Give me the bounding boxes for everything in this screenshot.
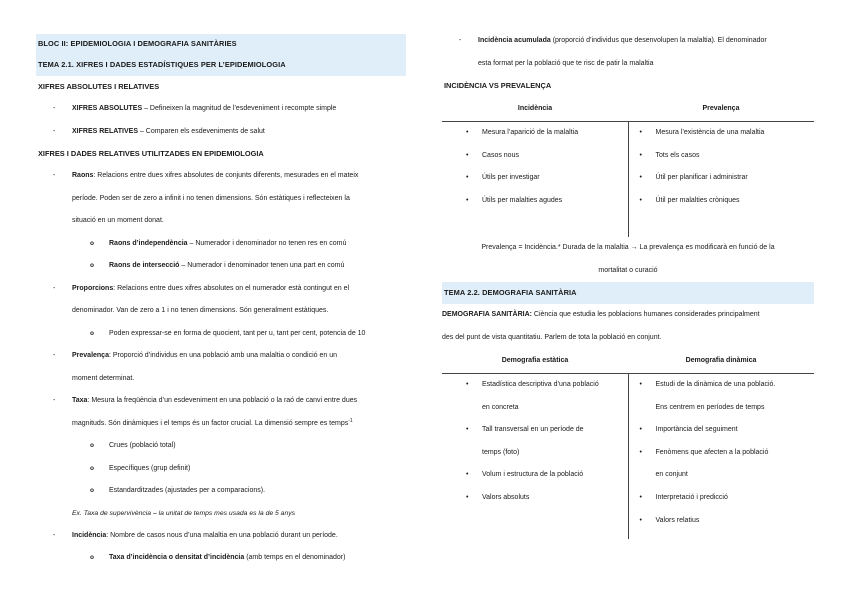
table-header: Demografia dinàmica — [685, 357, 757, 364]
definition: (amb temps en el denominador) — [244, 554, 346, 561]
circle-marker: o — [90, 329, 94, 337]
right-column — [442, 30, 814, 539]
table-column — [442, 374, 629, 539]
continuation-line: situació en un moment donat. — [72, 217, 164, 224]
table-cell: • Volum i estructura de la població — [442, 464, 628, 487]
term: XIFRES ABSOLUTES — [72, 105, 143, 112]
dash-marker: - — [53, 397, 56, 404]
block-title: BLOC II: EPIDEMIOLOGIA I DEMOGRAFIA SANITÀRIES — [36, 34, 406, 54]
circle-marker: o — [90, 487, 94, 494]
bullet-icon: • — [466, 493, 469, 501]
bullet-icon: • — [466, 426, 469, 434]
bullet-icon: • — [466, 196, 469, 204]
bullet-icon: • — [639, 426, 642, 434]
section-heading-absolute-relative: XIFRES ABSOLUTES I RELATIVES — [38, 82, 160, 91]
circle-marker: o — [90, 442, 94, 449]
definition: – Numerador i denominador tenen una part en comú — [179, 262, 345, 269]
list-item-prevalenca — [36, 345, 406, 368]
sub-item — [36, 547, 406, 570]
continuation-line: moment determinat. — [72, 374, 135, 382]
table-cell: • Útils per investigar — [442, 167, 628, 190]
bullet-icon: • — [639, 493, 642, 501]
superscript: -1 — [348, 417, 353, 424]
circle-marker: o — [90, 554, 94, 561]
section-heading-vs: INCIDÈNCIA VS PREVALENÇA — [444, 81, 552, 90]
table-cell: • Casos nous — [442, 145, 628, 168]
definition: : Relacions entre dues xifres absolutes on el numerador està contingut en el — [113, 284, 350, 292]
continuation-line: des del punt de vista quantitatiu. Parlem de tota la població en conjunt. — [442, 333, 662, 341]
term: Taxa — [72, 397, 88, 404]
table-cell: • Tall transversal en un període de temps (foto) — [442, 419, 628, 464]
bullet-icon: • — [639, 151, 642, 159]
list-item-raons — [36, 165, 406, 188]
table-cell: • Útil per planificar i administrar — [629, 167, 815, 190]
definition: – Comparen els esdeveniments de salut — [138, 127, 265, 135]
term: Raons d’independència — [109, 239, 188, 247]
term: Taxa d’incidència o densitat d’incidència — [109, 554, 245, 561]
dash-marker: - — [53, 531, 56, 539]
table-header-row — [442, 349, 814, 374]
term: DEMOGRAFIA SANITÀRIA: — [442, 311, 532, 318]
list-item-proporcions — [36, 278, 406, 301]
sub-item: o Crues (població total) — [36, 435, 406, 458]
table-cell: • Fenòmens que afecten a la població en conjunt — [629, 442, 815, 487]
continuation-line: magnituds. Són dinàmiques i el temps és un factor crucial. La dimensió sempre es temps$^{-1}$ — [72, 417, 353, 427]
table-cell: • Valors absoluts — [442, 487, 628, 510]
bullet-icon: • — [639, 448, 642, 456]
list-item-incidencia — [36, 525, 406, 548]
bullet-icon: • — [639, 516, 642, 524]
left-column — [36, 30, 406, 570]
continuation-line: període. Poden ser de zero a infinit i no tenen dimensions. Són estàtiques i reflecteixen la — [72, 194, 350, 202]
definition: : Relacions entre dues xifres absolutes de conjunts diferents, mesurades en el mateix — [93, 172, 359, 179]
table-cell: • Mesura l’aparició de la malaltia — [442, 122, 628, 145]
list-item-incidencia-acumulada — [442, 30, 814, 53]
term: Incidència — [72, 531, 107, 539]
list-item — [36, 98, 406, 121]
table-column — [629, 374, 815, 539]
table-column — [629, 122, 815, 237]
term: Incidència acumulada — [478, 37, 551, 44]
definition: – Defineixen la magnitud de l’esdeveniment i recompte simple — [142, 105, 337, 112]
continuation-line: denominador. Van de zero a 1 i no tenen dimensions. Són generalment estàtiques. — [72, 307, 329, 314]
dash-marker: - — [459, 37, 462, 44]
formula-line: Prevalença = Incidència.* Durada de la malaltia → La prevalença es modificarà en funció de la — [481, 244, 775, 251]
table-header: Incidència — [517, 105, 553, 112]
comparison-table-demography — [442, 349, 814, 539]
term: Raons de intersecció — [109, 262, 180, 269]
bullet-icon: • — [639, 196, 642, 204]
sub-item: o Específiques (grup definit) — [36, 458, 406, 481]
list-item-taxa — [36, 390, 406, 413]
dash-marker: - — [53, 284, 56, 292]
example-note: Ex. Taxa de supervivència – la unitat de temps mes usada es la de 5 anys — [72, 509, 296, 517]
table-cell: • Útils per malalties agudes — [442, 190, 628, 213]
definition: – Numerador i denominador no tenen res en comú — [187, 239, 347, 247]
term: Raons — [72, 172, 94, 179]
sub-item — [36, 233, 406, 256]
bullet-icon: • — [466, 471, 469, 479]
circle-marker: o — [90, 239, 94, 247]
definition: : Nombre de casos nous d’una malaltia en una població durant un període. — [106, 531, 338, 539]
bullet-icon: • — [466, 174, 469, 182]
topic-title-demografia: TEMA 2.2. DEMOGRAFIA SANITÀRIA — [442, 282, 814, 304]
definition: Poden expressar-se en forma de quocient, tant per u, tant per cent, potencia de 10 — [109, 329, 366, 337]
table-body — [442, 374, 814, 539]
term: Prevalença — [72, 352, 109, 359]
formula-line: mortalitat o curació — [598, 266, 658, 274]
bullet-icon: • — [466, 151, 469, 159]
continuation-line: esta format per la població que te risc de patir la malaltia — [478, 59, 654, 67]
table-column — [442, 122, 629, 237]
bullet-icon: • — [639, 129, 642, 136]
definition: : Proporció d’individus en una població amb una malaltia o condició en un — [108, 352, 338, 359]
definition-paragraph: DEMOGRAFIA SANITÀRIA: Ciència que estudia les poblacions humanes considerades principalment — [442, 311, 760, 318]
table-cell: • Tots els casos — [629, 145, 815, 168]
table-cell: • Estudi de la dinàmica de una població. Ens centrem en períodes de temps — [629, 374, 815, 419]
sub-item: o Estandarditzades (ajustades per a comparacions). — [36, 480, 406, 503]
term: Proporcions — [72, 284, 114, 292]
table-cell: • Valors relatius — [629, 510, 815, 533]
table-cell: • Interpretació i predicció — [629, 487, 815, 510]
table-cell: • Estadística descriptiva d’una població en concreta — [442, 374, 628, 419]
bullet-icon: • — [466, 381, 469, 388]
table-cell: • Mesura l’existència de una malaltia — [629, 122, 815, 145]
bullet-icon: • — [639, 174, 642, 182]
table-cell: • Útil per malalties cròniques — [629, 190, 815, 213]
sub-item — [36, 323, 406, 346]
dash-marker: - — [53, 172, 56, 179]
topic-title: TEMA 2.1. XIFRES I DADES ESTADÍSTIQUES PER L’EPIDEMIOLOGIA — [36, 54, 406, 76]
table-body — [442, 122, 814, 237]
list-item — [36, 121, 406, 144]
dash-marker: - — [53, 105, 56, 112]
section-heading-relative-data: XIFRES I DADES RELATIVES UTILITZADES EN EPIDEMIOLOGIA — [38, 149, 264, 158]
comparison-table-incidence-prevalence — [442, 97, 814, 237]
table-header-row — [442, 97, 814, 122]
bullet-icon: • — [639, 381, 642, 388]
definition: : Mesura la freqüència d’un esdeveniment en una població o la raó de canvi entre dues — [87, 397, 358, 404]
circle-marker: o — [90, 464, 94, 472]
definition: (proporció d’individus que desenvolupen la malaltia). El denominador — [550, 37, 767, 44]
sub-item — [36, 255, 406, 278]
dash-marker: - — [53, 352, 56, 359]
bullet-icon: • — [466, 129, 469, 136]
circle-marker: o — [90, 262, 94, 269]
table-header: Demografia estàtica — [501, 357, 569, 364]
dash-marker: - — [53, 127, 56, 135]
table-header: Prevalença — [702, 105, 740, 112]
table-cell: • Importància del seguiment — [629, 419, 815, 442]
term: XIFRES RELATIVES — [72, 127, 138, 135]
